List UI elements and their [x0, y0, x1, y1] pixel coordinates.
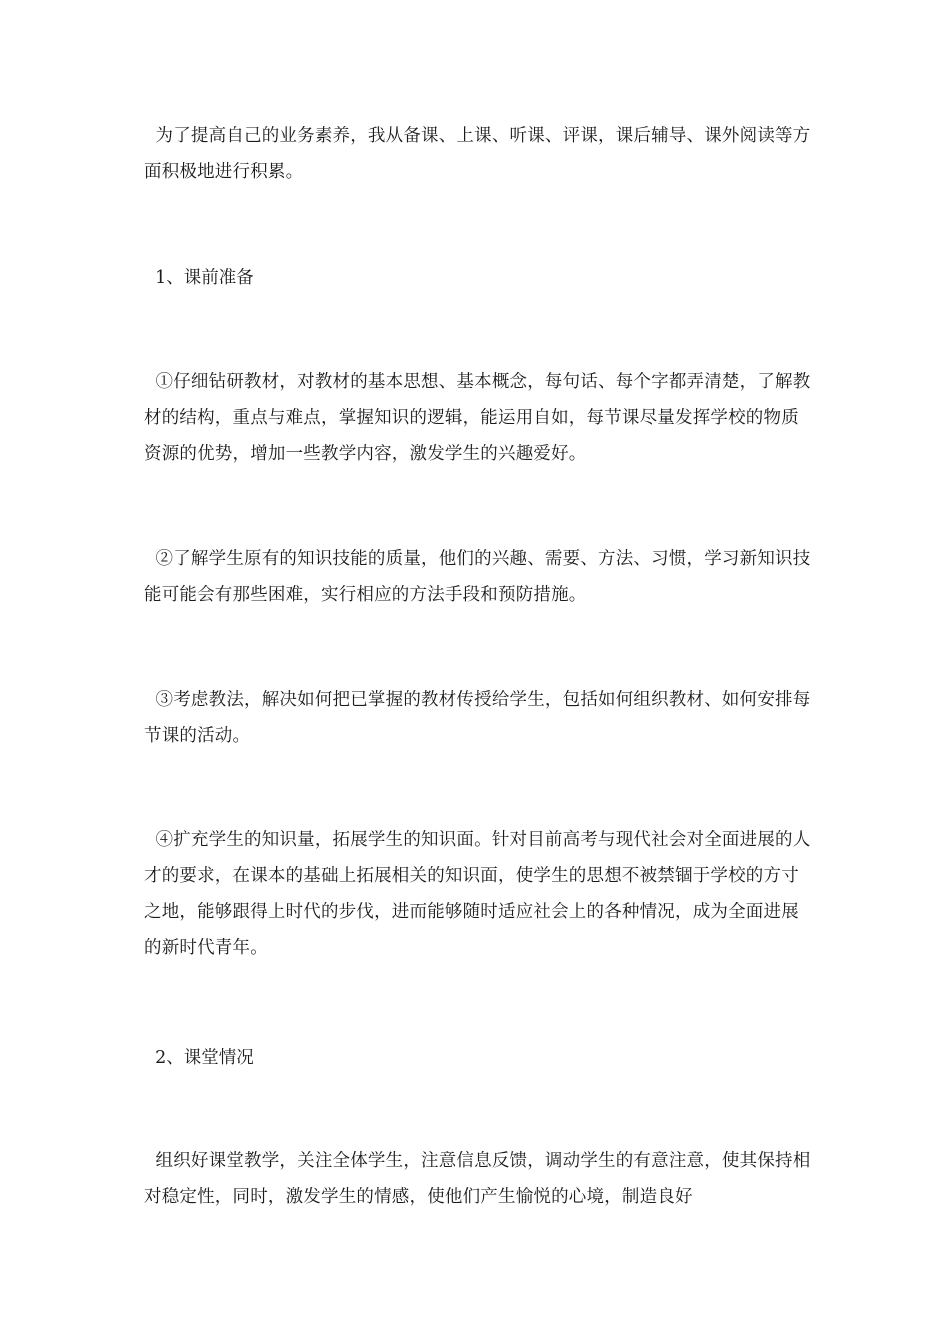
paragraph-1-3: ③考虑教法，解决如何把已掌握的教材传授给学生，包括如何组织教材、如何安排每节课的活动。 — [144, 690, 811, 746]
intro-paragraph: 为了提高自己的业务素养，我从备课、上课、听课、评课，课后辅导、课外阅读等方面积极地进行积累。 — [144, 126, 811, 182]
section-heading-2: 2、课堂情况 — [144, 1048, 254, 1068]
paragraph-2-1: 组织好课堂教学，关注全体学生，注意信息反馈，调动学生的有意注意，使其保持相对稳定性，同时，激发学生的情感，使他们产生愉悦的心境，制造良好 — [144, 1151, 811, 1207]
section-heading-1: 1、课前准备 — [144, 268, 254, 288]
paragraph-1-4: ④扩充学生的知识量，拓展学生的知识面。针对目前高考与现代社会对全面进展的人才的要求，在课本的基础上拓展相关的知识面，使学生的思想不被禁锢于学校的方寸之地，能够跟得上时代的步伐，进而能够随时适应社会上的各种情况，成为全面进展的新时代青年。 — [144, 830, 811, 958]
paragraph-1-1: ①仔细钻研教材，对教材的基本思想、基本概念，每句话、每个字都弄清楚，了解教材的结构，重点与难点，掌握知识的逻辑，能运用自如，每节课尽量发挥学校的物质资源的优势，增加一些教学内容，激发学生的兴趣爱好。 — [144, 372, 811, 464]
paragraph-1-2: ②了解学生原有的知识技能的质量，他们的兴趣、需要、方法、习惯，学习新知识技能可能会有那些困难，实行相应的方法手段和预防措施。 — [144, 549, 811, 605]
